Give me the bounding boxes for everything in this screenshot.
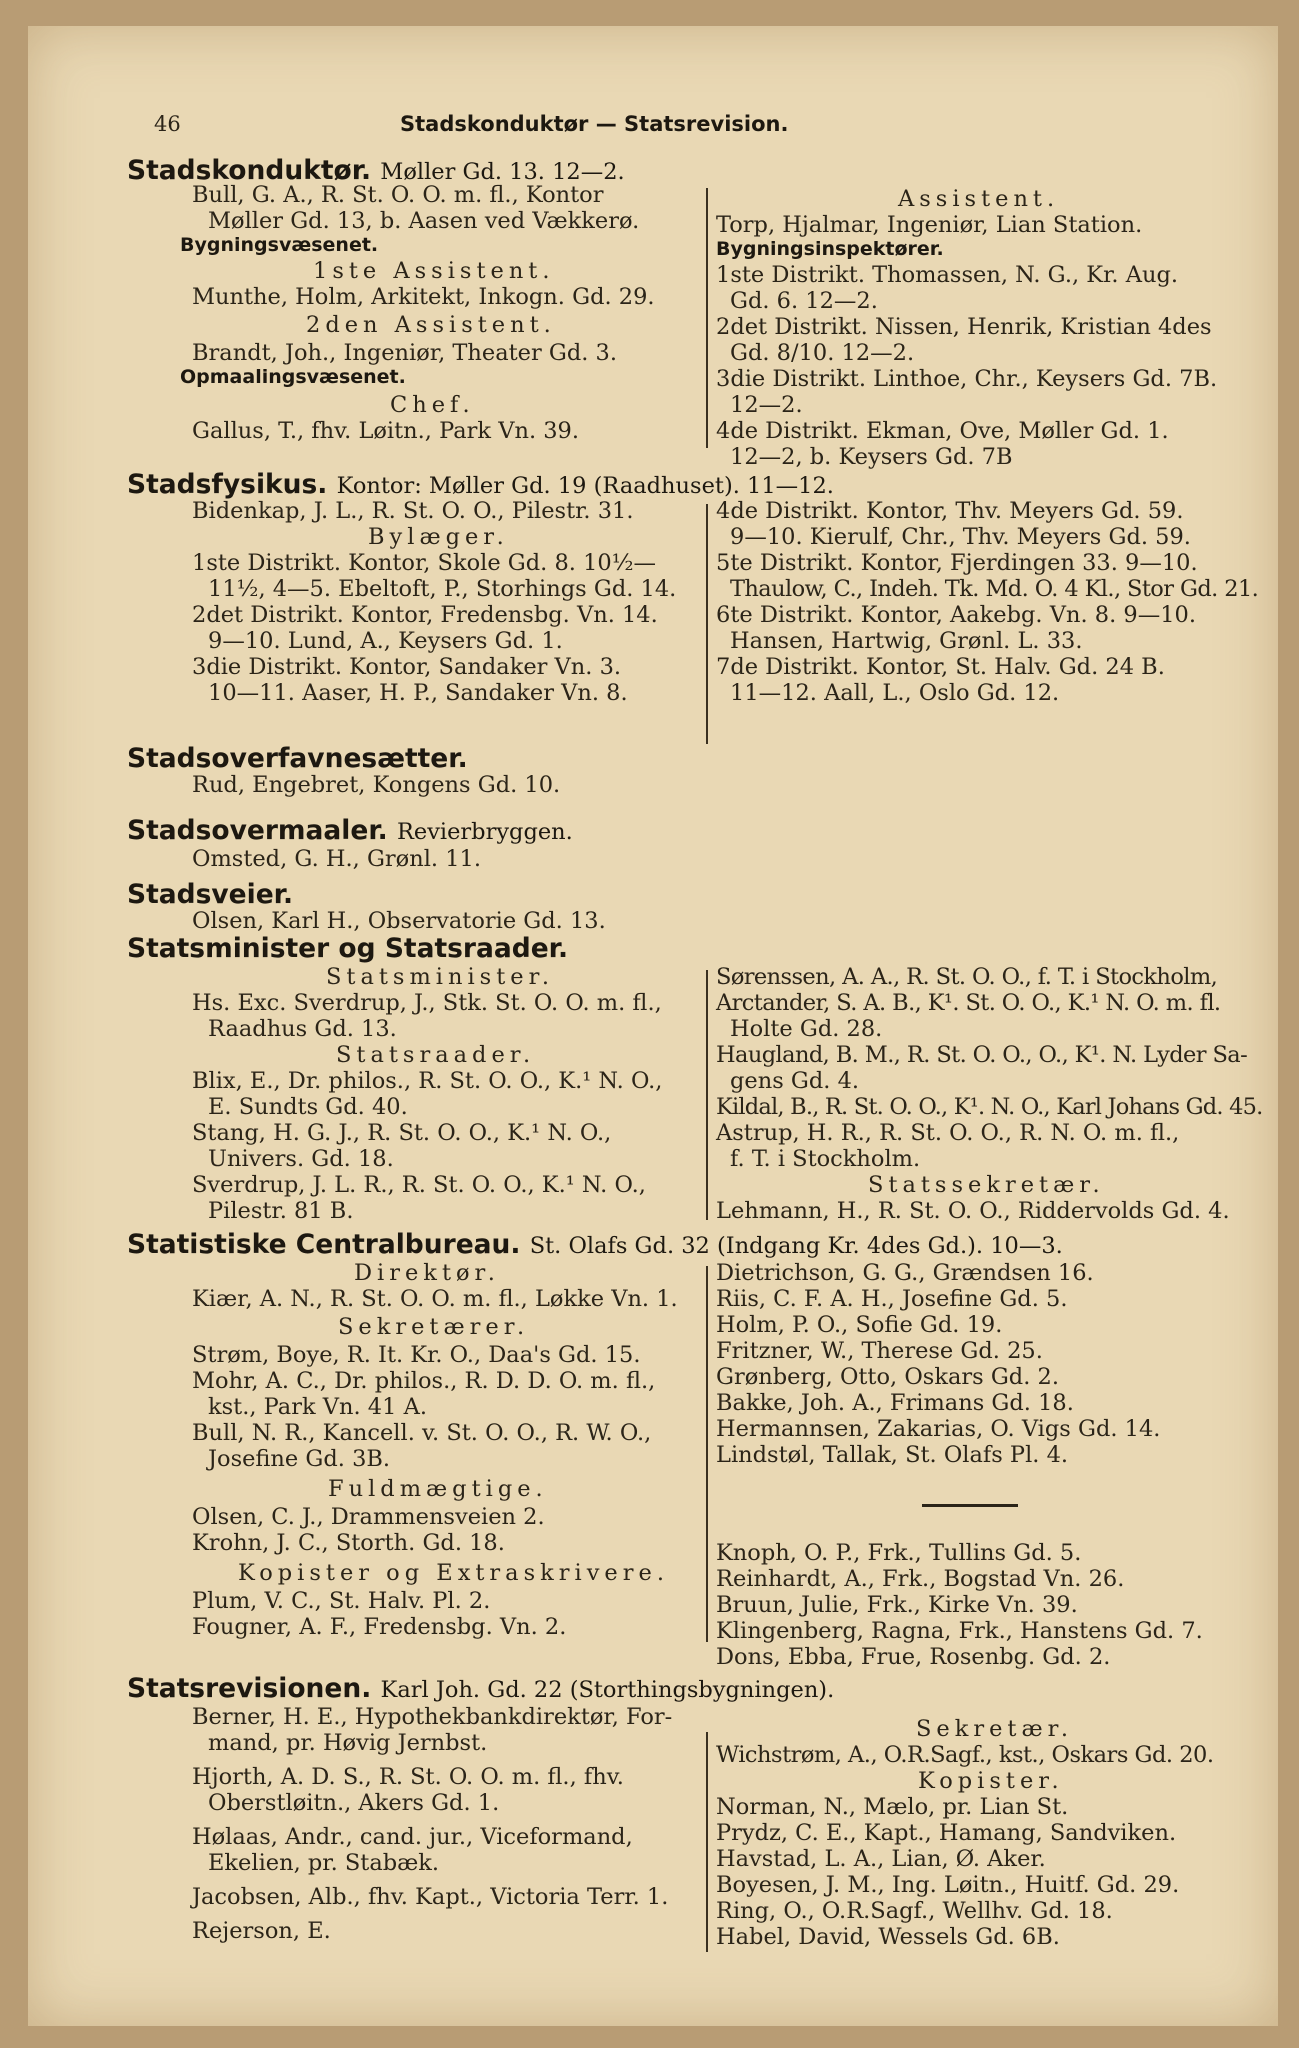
role-label: Bylæger. bbox=[368, 524, 509, 550]
text-line: Rud, Engebret, Kongens Gd. 10. bbox=[192, 772, 561, 798]
text-line: Olsen, C. J., Drammensveien 2. bbox=[192, 1504, 545, 1530]
text-line: Hermannsen, Zakarias, O. Vigs Gd. 14. bbox=[716, 1416, 1161, 1442]
text-line: 11½, 4—5. Ebeltoft, P., Storhings Gd. 14. bbox=[208, 576, 677, 602]
text-line: 9—10. Lund, A., Keysers Gd. 1. bbox=[208, 628, 563, 654]
text-line: 2det Distrikt. Nissen, Henrik, Kristian 4des bbox=[716, 314, 1212, 340]
role-label: Sekretær. bbox=[916, 1716, 1074, 1742]
text-line: Ekelien, pr. Stabæk. bbox=[208, 1850, 440, 1876]
text-line: Havstad, L. A., Lian, Ø. Aker. bbox=[716, 1846, 1046, 1872]
text-line: Univers. Gd. 18. bbox=[208, 1146, 394, 1172]
text-line: Bakke, Joh. A., Frimans Gd. 18. bbox=[716, 1390, 1074, 1416]
text-line: kst., Park Vn. 41 A. bbox=[208, 1394, 427, 1420]
text-line: 11—12. Aall, L., Oslo Gd. 12. bbox=[730, 680, 1060, 706]
text-line: Holm, P. O., Sofie Gd. 19. bbox=[716, 1312, 1003, 1338]
subheading-inspektorer: Bygningsinspektører. bbox=[716, 238, 944, 260]
role-label: Statssekretær. bbox=[868, 1172, 1105, 1198]
text-line: Kildal, B., R. St. O. O., K¹. N. O., Karl Johans Gd. 45. bbox=[716, 1094, 1263, 1120]
column-divider bbox=[706, 504, 708, 744]
text-line: Bull, N. R., Kancell. v. St. O. O., R. W. O., bbox=[192, 1420, 652, 1446]
running-head: Stadskonduktør — Statsrevision. bbox=[400, 112, 789, 136]
text-line: Blix, E., Dr. philos., R. St. O. O., K.¹ N. O., bbox=[192, 1068, 663, 1094]
text-line: Hs. Exc. Sverdrup, J., Stk. St. O. O. m. fl., bbox=[192, 990, 662, 1016]
text-line: Sverdrup, J. L. R., R. St. O. O., K.¹ N. O., bbox=[192, 1172, 646, 1198]
text-line: Jacobsen, Alb., fhv. Kapt., Victoria Terr. 1. bbox=[192, 1884, 669, 1910]
text-line: Hjorth, A. D. S., R. St. O. O. m. fl., fhv. bbox=[192, 1764, 624, 1790]
text-line: 7de Distrikt. Kontor, St. Halv. Gd. 24 B. bbox=[716, 654, 1165, 680]
text-line: Kiær, A. N., R. St. O. O. m. fl., Løkke Vn. 1. bbox=[192, 1286, 678, 1312]
text-line: mand, pr. Høvig Jernbst. bbox=[208, 1730, 488, 1756]
text-line: Krohn, J. C., Storth. Gd. 18. bbox=[192, 1530, 505, 1556]
text-line: Gd. 8/10. 12—2. bbox=[730, 340, 915, 366]
text-line: 4de Distrikt. Ekman, Ove, Møller Gd. 1. bbox=[716, 418, 1169, 444]
role-label: Kopister og Extraskrivere. bbox=[238, 1560, 669, 1586]
text-line: Haugland, B. M., R. St. O. O., O., K¹. N. Lyder Sa- bbox=[716, 1042, 1248, 1068]
text-line: Riis, C. F. A. H., Josefine Gd. 5. bbox=[716, 1286, 1068, 1312]
role-label: Assistent. bbox=[898, 186, 1060, 212]
text-line: Pilestr. 81 B. bbox=[208, 1198, 354, 1224]
text-line: Berner, H. E., Hypothekbankdirektør, For- bbox=[192, 1704, 673, 1730]
text-line: Boyesen, J. M., Ing. Løitn., Huitf. Gd. 29. bbox=[716, 1872, 1180, 1898]
heading-stadsoverfavnesaetter: Stadsoverfavnesætter. bbox=[127, 743, 468, 774]
heading-stadsveier: Stadsveier. bbox=[127, 879, 294, 910]
text-line: Thaulow, C., Indeh. Tk. Md. O. 4 Kl., Stor Gd. 21. bbox=[730, 576, 1259, 602]
text-line: Habel, David, Wessels Gd. 6B. bbox=[716, 1924, 1060, 1950]
text-line: Hølaas, Andr., cand. jur., Viceformand, bbox=[192, 1824, 633, 1850]
text-line: Sørenssen, A. A., R. St. O. O., f. T. i Stockholm, bbox=[716, 964, 1218, 990]
text-line: Bidenkap, J. L., R. St. O. O., Pilestr. 31. bbox=[192, 498, 634, 524]
column-divider bbox=[706, 188, 708, 448]
text-line: Norman, N., Mælo, pr. Lian St. bbox=[716, 1794, 1069, 1820]
page-number: 46 bbox=[154, 112, 181, 136]
heading-stadskonduktor: Stadskonduktør. Møller Gd. 13. 12—2. bbox=[127, 155, 625, 186]
text-line: Fougner, A. F., Fredensbg. Vn. 2. bbox=[192, 1614, 567, 1640]
text-line: gens Gd. 4. bbox=[730, 1068, 860, 1094]
text-line: Møller Gd. 13, b. Aasen ved Vækkerø. bbox=[208, 208, 640, 234]
text-line: Gallus, T., fhv. Løitn., Park Vn. 39. bbox=[192, 418, 580, 444]
role-label: Statsminister. bbox=[326, 964, 555, 990]
text-line: Lindstøl, Tallak, St. Olafs Pl. 4. bbox=[716, 1442, 1069, 1468]
text-line: Munthe, Holm, Arkitekt, Inkogn. Gd. 29. bbox=[192, 284, 655, 310]
text-line: Oberstløitn., Akers Gd. 1. bbox=[208, 1790, 500, 1816]
text-line: 3die Distrikt. Kontor, Sandaker Vn. 3. bbox=[192, 654, 622, 680]
text-line: Hansen, Hartwig, Grønl. L. 33. bbox=[730, 628, 1083, 654]
text-line: 10—11. Aaser, H. P., Sandaker Vn. 8. bbox=[208, 680, 628, 706]
text-line: Josefine Gd. 3B. bbox=[208, 1446, 391, 1472]
heading-statsrevisionen: Statsrevisionen. Karl Joh. Gd. 22 (Storthingsbygningen). bbox=[127, 1673, 835, 1704]
role-label: 1ste Assistent. bbox=[313, 258, 555, 284]
subheading-opmaaling: Opmaalingsvæsenet. bbox=[180, 366, 406, 388]
role-label: Fuldmægtige. bbox=[328, 1476, 548, 1502]
text-line: Grønberg, Otto, Oskars Gd. 2. bbox=[716, 1364, 1059, 1390]
text-line: 9—10. Kierulf, Chr., Thv. Meyers Gd. 59. bbox=[730, 524, 1191, 550]
role-label: Direktør. bbox=[354, 1260, 500, 1286]
text-line: Prydz, C. E., Kapt., Hamang, Sandviken. bbox=[716, 1820, 1177, 1846]
text-line: 12—2, b. Keysers Gd. 7B bbox=[730, 444, 1013, 470]
text-line: Dons, Ebba, Frue, Rosenbg. Gd. 2. bbox=[716, 1644, 1111, 1670]
text-line: Raadhus Gd. 13. bbox=[208, 1016, 397, 1042]
text-line: Mohr, A. C., Dr. philos., R. D. D. O. m. fl., bbox=[192, 1368, 656, 1394]
heading-statsminister: Statsminister og Statsraader. bbox=[127, 933, 569, 964]
text-line: Brandt, Joh., Ingeniør, Theater Gd. 3. bbox=[192, 340, 618, 366]
text-line: Omsted, G. H., Grønl. 11. bbox=[192, 846, 481, 872]
column-divider bbox=[706, 1266, 708, 1642]
text-line: 3die Distrikt. Linthoe, Chr., Keysers Gd. 7B. bbox=[716, 366, 1218, 392]
text-line: Bruun, Julie, Frk., Kirke Vn. 39. bbox=[716, 1592, 1078, 1618]
text-line: Wichstrøm, A., O.R.Sagf., kst., Oskars Gd. 20. bbox=[716, 1742, 1214, 1768]
text-line: 1ste Distrikt. Thomassen, N. G., Kr. Aug. bbox=[716, 262, 1178, 288]
role-label: Statsraader. bbox=[336, 1042, 536, 1068]
heading-statistiske: Statistiske Centralbureau. St. Olafs Gd. 32 (Indgang Kr. 4des Gd.). 10—3. bbox=[127, 1229, 1063, 1260]
text-line: 12—2. bbox=[730, 392, 803, 418]
text-line: E. Sundts Gd. 40. bbox=[208, 1094, 408, 1120]
text-line: f. T. i Stockholm. bbox=[730, 1146, 921, 1172]
text-line: 5te Distrikt. Kontor, Fjerdingen 33. 9—10. bbox=[716, 550, 1198, 576]
text-line: Gd. 6. 12—2. bbox=[730, 288, 878, 314]
text-line: Rejerson, E. bbox=[192, 1918, 331, 1944]
text-line: Dietrichson, G. G., Grændsen 16. bbox=[716, 1260, 1094, 1286]
heading-stadsfysikus: Stadsfysikus. Kontor: Møller Gd. 19 (Raadhuset). 11—12. bbox=[127, 469, 834, 500]
subheading-bygningsvaesenet: Bygningsvæsenet. bbox=[180, 234, 379, 256]
text-line: 4de Distrikt. Kontor, Thv. Meyers Gd. 59. bbox=[716, 498, 1184, 524]
text-line: Strøm, Boye, R. It. Kr. O., Daa's Gd. 15. bbox=[192, 1342, 641, 1368]
text-line: Klingenberg, Ragna, Frk., Hanstens Gd. 7. bbox=[716, 1618, 1203, 1644]
column-divider bbox=[706, 1732, 708, 1952]
text-line: Reinhardt, A., Frk., Bogstad Vn. 26. bbox=[716, 1566, 1125, 1592]
directory-page bbox=[28, 26, 1278, 2026]
section-rule bbox=[922, 1504, 1018, 1507]
column-divider bbox=[706, 970, 708, 1220]
text-line: Olsen, Karl H., Observatorie Gd. 13. bbox=[192, 908, 606, 934]
text-line: Bull, G. A., R. St. O. O. m. fl., Kontor bbox=[192, 182, 604, 208]
text-line: Plum, V. C., St. Halv. Pl. 2. bbox=[192, 1588, 491, 1614]
text-line: 1ste Distrikt. Kontor, Skole Gd. 8. 10½— bbox=[192, 550, 657, 576]
text-line: Ring, O., O.R.Sagf., Wellhv. Gd. 18. bbox=[716, 1898, 1113, 1924]
text-line: Holte Gd. 28. bbox=[730, 1016, 883, 1042]
role-label: Kopister. bbox=[918, 1768, 1064, 1794]
text-line: Fritzner, W., Therese Gd. 25. bbox=[716, 1338, 1043, 1364]
heading-stadsovermaaler: Stadsovermaaler. Revierbryggen. bbox=[127, 815, 573, 846]
text-line: Astrup, H. R., R. St. O. O., R. N. O. m. fl., bbox=[716, 1120, 1180, 1146]
role-label: Chef. bbox=[390, 392, 475, 418]
text-line: Arctander, S. A. B., K¹. St. O. O., K.¹ N. O. m. fl. bbox=[716, 990, 1221, 1016]
text-line: Lehmann, H., R. St. O. O., Riddervolds Gd. 4. bbox=[716, 1198, 1230, 1224]
text-line: Knoph, O. P., Frk., Tullins Gd. 5. bbox=[716, 1540, 1082, 1566]
role-label: 2den Assistent. bbox=[306, 312, 556, 338]
text-line: Torp, Hjalmar, Ingeniør, Lian Station. bbox=[716, 212, 1143, 238]
role-label: Sekretærer. bbox=[338, 1314, 530, 1340]
text-line: 2det Distrikt. Kontor, Fredensbg. Vn. 14. bbox=[192, 602, 658, 628]
text-line: Stang, H. G. J., R. St. O. O., K.¹ N. O., bbox=[192, 1120, 612, 1146]
text-line: 6te Distrikt. Kontor, Aakebg. Vn. 8. 9—10. bbox=[716, 602, 1196, 628]
